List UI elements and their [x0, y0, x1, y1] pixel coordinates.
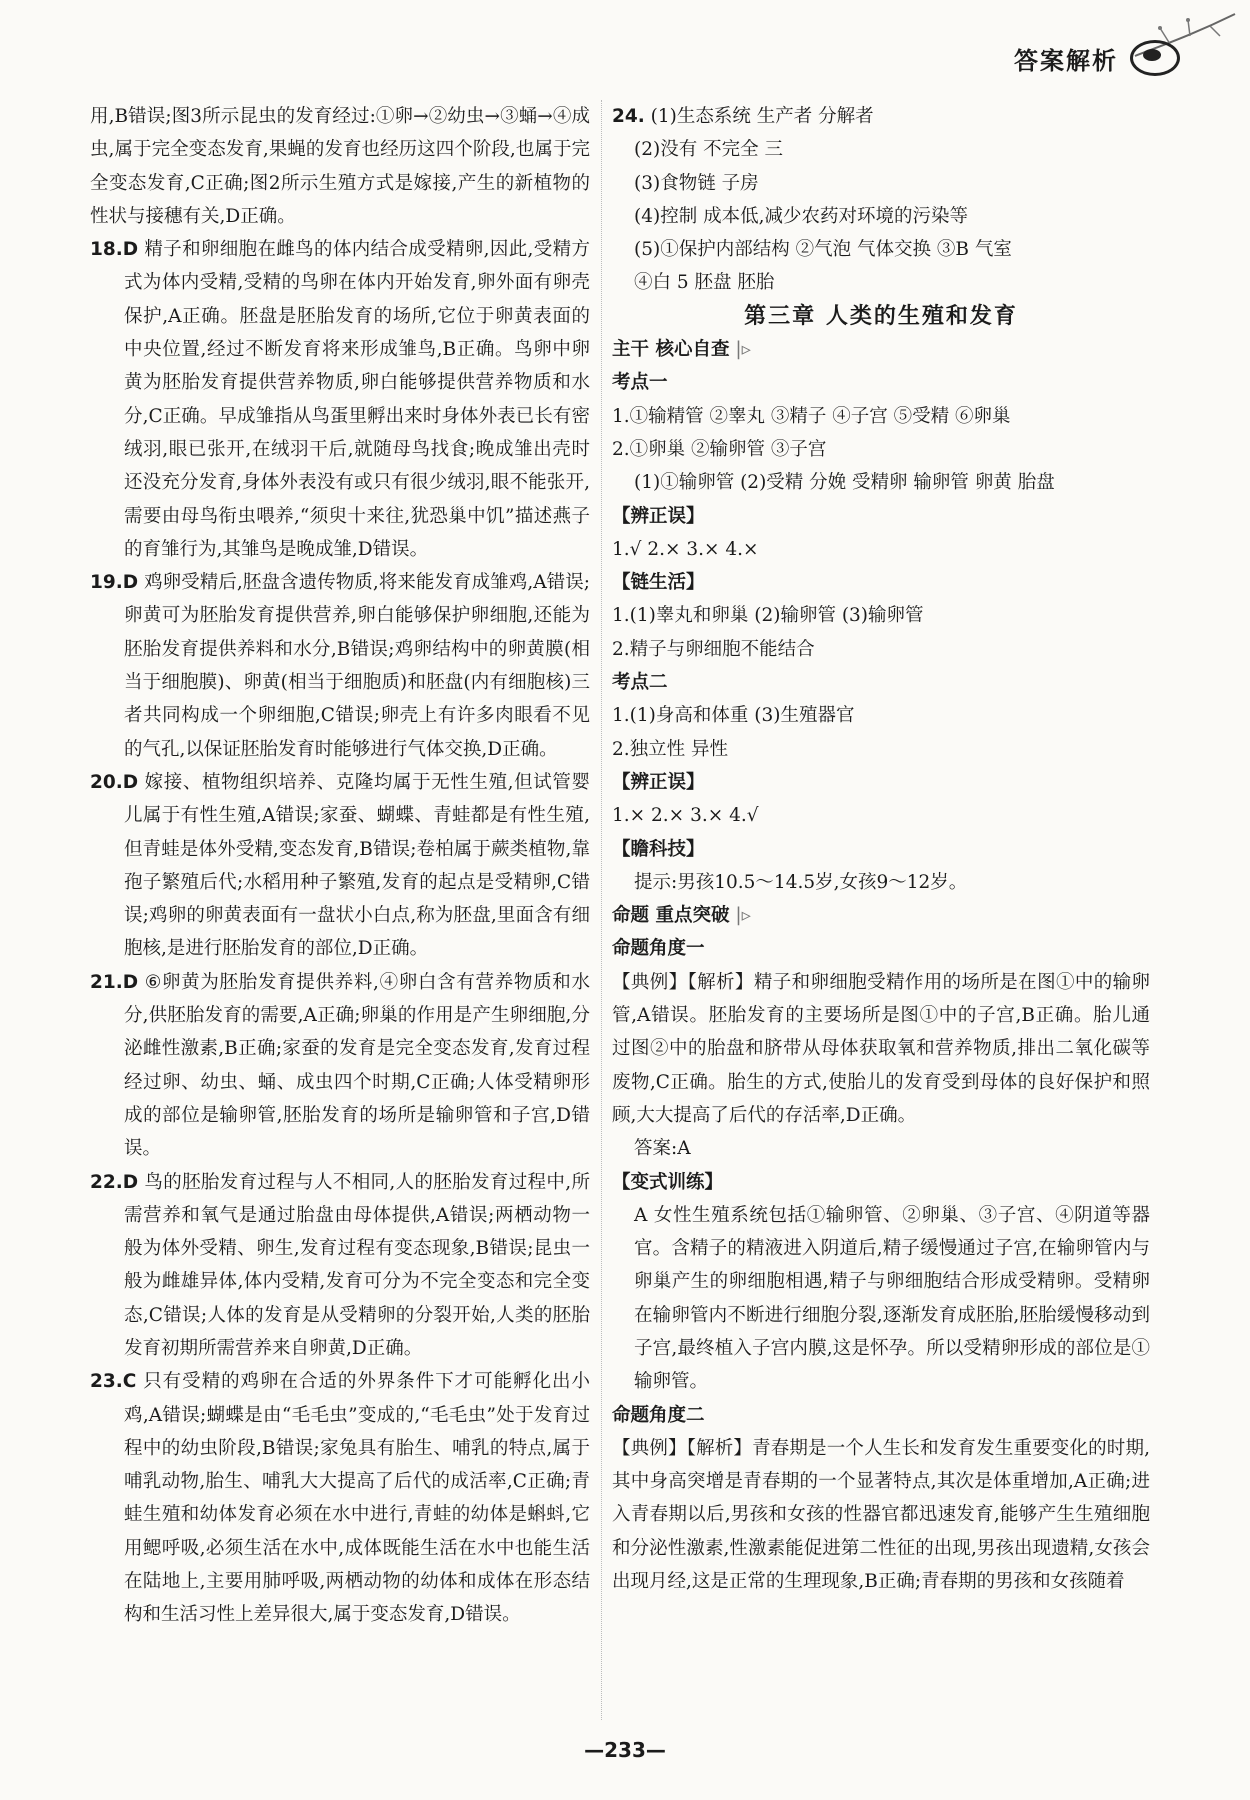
paragraph: 1.(1)睾丸和卵巢 (2)输卵管 (3)输卵管 [612, 605, 924, 627]
indented-paragraph: 答案:A [634, 1138, 691, 1160]
answer-text: 鸟的胚胎发育过程与人不相同,人的胚胎发育过程中,所需营养和氧气是通过胎盘由母体提供,A错误;两栖动物一般为体外受精、卵生,发育过程有变态现象,B错误;昆虫一般为雌雄异体,体内受精,发育可分为不完全变态和完全变态,C错误;人体的发育是从受精卵的分裂开始,人类的胚胎发育初期所需营养来自卵黄,D正确。 [124, 1171, 590, 1359]
answer-item [90, 1365, 590, 1631]
chapter-title: 第三章 人类的生殖和发育 [744, 303, 1018, 329]
page-header [1014, 40, 1180, 76]
header-title: 答案解析 [1014, 46, 1118, 75]
paragraph: 【典例】【解析】青春期是一个人生长和发育发生重要变化的时期,其中身高突增是青春期的一个显著特点,其次是体重增加,A正确;进入青春期以后,男孩和女孩的性器官都迅速发育,能够产生生殖细胞和分泌性激素,性激素能促进第二性征的出现,男孩出现遗精,女孩会出现月经,这是正常的生理现象,B正确;青春期的男孩和女孩随着 [612, 1437, 1150, 1593]
section-heading: 命题 重点突破 |▹ [612, 905, 751, 927]
answer-item [90, 1166, 590, 1366]
tag-heading: 【辨正误】 [612, 505, 705, 527]
answer-text: 只有受精的鸡卵在合适的外界条件下才可能孵化出小鸡,A错误;蝴蝶是由“毛毛虫”变成的,“毛毛虫”处于发育过程中的幼虫阶段,B错误;家兔具有胎生、哺乳的特点,属于哺乳动物,胎生、哺乳大大提高了后代的成活率,C正确;青蛙生殖和幼体发育必须在水中进行,青蛙的幼体是蝌蚪,它用鳃呼吸,必须生活在水中,成体既能生活在水中也能生活在陆地上,主要用肺呼吸,两栖动物的幼体和成体在形态结构和生活习性上差异很大,属于变态发育,D错误。 [124, 1371, 590, 1626]
tag-heading: 【变式训练】 [612, 1171, 724, 1193]
paragraph: 1.①输精管 ②睾丸 ③精子 ④子宫 ⑤受精 ⑥卵巢 [612, 405, 1011, 427]
indented-paragraph: (1)①输卵管 (2)受精 分娩 受精卵 输卵管 卵黄 胎盘 [634, 472, 1055, 494]
tag-heading: 【瞻科技】 [612, 838, 705, 860]
answer-number: 23.C [90, 1371, 137, 1393]
paragraph: 【典例】【解析】精子和卵细胞受精作用的场所是在图①中的输卵管,A错误。胚胎发育的主要场所是图①中的子宫,B正确。胎儿通过图②中的胎盘和脐带从母体获取氧和营养物质,排出二氧化碳等废物,C正确。胎生的方式,使胎儿的发育受到母体的良好保护和照顾,大大提高了后代的存活率,D正确。 [612, 971, 1150, 1126]
subsection-heading: 考点一 [612, 372, 668, 394]
publisher-logo-icon [1130, 40, 1180, 76]
answer-item [90, 566, 590, 766]
indented-paragraph: (4)控制 成本低,减少农药对环境的污染等 [634, 205, 968, 227]
indented-paragraph: A 女性生殖系统包括①输卵管、②卵巢、③子宫、④阴道等器官。含精子的精液进入阴道后,精子缓慢通过子宫,在输卵管内与卵巢产生的卵细胞相遇,精子与卵细胞结合形成受精卵。受精卵在输卵管内不断进行细胞分裂,逐渐发育成胚胎,胚胎缓慢移动到子宫,最终植入子宫内膜,这是怀孕。所以受精卵形成的部位是①输卵管。 [634, 1204, 1150, 1393]
answer-text: 鸡卵受精后,胚盘含遗传物质,将来能发育成雏鸡,A错误;卵黄可为胚胎发育提供营养,卵白能够保护卵细胞,还能为胚胎发育提供养料和水分,B错误;鸡卵结构中的卵黄膜(相当于细胞膜)、卵黄(相当于细胞质)和胚盘(内有细胞核)三者共同构成一个卵细胞,C错误;卵壳上有许多肉眼看不见的气孔,以保证胚胎发育时能够进行气体交换,D正确。 [124, 572, 590, 760]
left-column [90, 100, 590, 1632]
indented-paragraph: (5)①保护内部结构 ②气泡 气体交换 ③B 气室 [634, 239, 1012, 261]
answer-text: (1)生态系统 生产者 分解者 [644, 106, 874, 127]
answer-item [90, 233, 590, 566]
paragraph: 2.独立性 异性 [612, 738, 729, 760]
indented-paragraph: (3)食物链 子房 [634, 172, 759, 194]
indented-paragraph: ④白 5 胚盘 胚胎 [634, 272, 775, 294]
section-bar-icon: |▹ [729, 339, 751, 361]
tag-heading: 【链生活】 [612, 572, 705, 594]
paragraph: 2.精子与卵细胞不能结合 [612, 638, 815, 660]
paragraph: 1.(1)身高和体重 (3)生殖器官 [612, 705, 855, 727]
subsection-heading: 考点二 [612, 672, 668, 694]
tag-heading: 【辨正误】 [612, 771, 705, 793]
right-column [612, 100, 1150, 1598]
answer-item [612, 100, 1150, 133]
paragraph: 2.①卵巢 ②输卵管 ③子宫 [612, 438, 827, 460]
paragraph: 1.√ 2.× 3.× 4.× [612, 538, 759, 560]
answer-number: 21.D [90, 971, 139, 993]
subsection-heading: 命题角度二 [612, 1404, 705, 1426]
answer-number: 19.D [90, 572, 139, 594]
answer-item [90, 966, 590, 1166]
column-divider [601, 100, 602, 1720]
answer-text: 精子和卵细胞在雌鸟的体内结合成受精卵,因此,受精方式为体内受精,受精的鸟卵在体内开始发育,卵外面有卵壳保护,A正确。胚盘是胚胎发育的场所,它位于卵黄表面的中央位置,经过不断发育将来形成雏鸟,B正确。鸟卵中卵黄为胚胎发育提供营养物质,卵白能够提供营养物质和水分,C正确。早成雏指从鸟蛋里孵出来时身体外表已长有密绒羽,眼已张开,在绒羽干后,就随母鸟找食;晚成雏出壳时还没充分发育,身体外表没有或只有很少绒羽,眼不能张开,需要由母鸟衔虫喂养,“须臾十来往,犹恐巢中饥”描述燕子的育雏行为,其雏鸟是晚成雏,D错误。 [124, 239, 590, 560]
answer-number: 18.D [90, 239, 139, 261]
subsection-heading: 命题角度一 [612, 938, 705, 960]
paragraph: 1.× 2.× 3.× 4.√ [612, 805, 759, 827]
indented-paragraph: (2)没有 不完全 三 [634, 139, 783, 161]
answer-item [90, 766, 590, 966]
section-heading: 主干 核心自查 |▹ [612, 339, 751, 361]
indented-paragraph: 提示:男孩10.5～14.5岁,女孩9～12岁。 [634, 871, 968, 893]
paragraph: 用,B错误;图3所示昆虫的发育经过:①卵→②幼虫→③蛹→④成虫,属于完全变态发育,果蝇的发育也经历这四个阶段,也属于完全变态发育,C正确;图2所示生殖方式是嫁接,产生的新植物的性状与接穗有关,D正确。 [90, 106, 590, 227]
answer-number: 24. [612, 106, 645, 127]
answer-number: 22.D [90, 1171, 139, 1193]
section-bar-icon: |▹ [729, 905, 751, 927]
answer-text: ⑥卵黄为胚胎发育提供养料,④卵白含有营养物质和水分,供胚胎发育的需要,A正确;卵巢的作用是产生卵细胞,分泌雌性激素,B正确;家蚕的发育是完全变态发育,发育过程经过卵、幼虫、蛹、成虫四个时期,C正确;人体受精卵形成的部位是输卵管,胚胎发育的场所是输卵管和子宫,D错误。 [124, 971, 590, 1160]
answer-text: 嫁接、植物组织培养、克隆均属于无性生殖,但试管婴儿属于有性生殖,A错误;家蚕、蝴蝶、青蛙都是有性生殖,但青蛙是体外受精,变态发育,B错误;卷柏属于蕨类植物,靠孢子繁殖后代;水稻用种子繁殖,发育的起点是受精卵,C错误;鸡卵的卵黄表面有一盘状小白点,称为胚盘,里面含有细胞核,是进行胚胎发育的部位,D正确。 [124, 771, 590, 960]
answer-number: 20.D [90, 771, 139, 793]
page-number: —233— [584, 1738, 666, 1762]
